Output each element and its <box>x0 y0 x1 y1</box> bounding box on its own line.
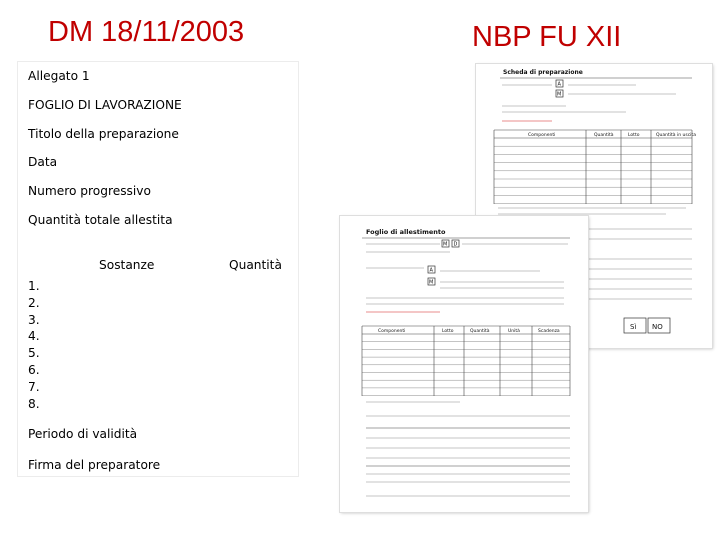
list-item: 3. <box>28 312 40 327</box>
col-sostanze: Sostanze <box>99 258 155 272</box>
foglio-lavorazione-form <box>18 62 298 476</box>
col-quantita: Quantità <box>229 258 282 272</box>
title-right: NBP FU XII <box>472 21 622 53</box>
list-item: 2. <box>28 295 40 310</box>
list-item: 5. <box>28 346 40 361</box>
sheet-back-no: NO <box>652 323 663 331</box>
sheet-front-box-m: M <box>443 241 448 248</box>
list-item: 7. <box>28 379 40 394</box>
sheet-front-col-3: Quantità <box>470 329 490 334</box>
quantita-totale-label: Quantità totale allestita <box>28 213 173 227</box>
foglio-label: FOGLIO DI LAVORAZIONE <box>28 98 182 112</box>
sheet-back-box-m: M <box>557 91 562 98</box>
numbered-list <box>28 278 40 412</box>
sheet-front-col-1: Componenti <box>378 329 406 334</box>
numero-label: Numero progressivo <box>28 184 151 198</box>
data-label: Data <box>28 155 58 169</box>
list-item: 6. <box>28 362 40 377</box>
firma-label: Firma del preparatore <box>28 458 161 472</box>
title-left: DM 18/11/2003 <box>48 16 245 48</box>
sheet-front-title: Foglio di allestimento <box>366 228 446 236</box>
sheet-back-col-4: Quantità in uscita <box>656 133 696 138</box>
periodo-label: Periodo di validità <box>28 427 138 441</box>
sheet-front-col-4: Unità <box>508 329 520 334</box>
sheet-back-box-a: A <box>557 81 561 88</box>
sheet-front-box-m2: M <box>429 279 434 286</box>
sheet-back-title: Scheda di preparazione <box>503 69 583 76</box>
sheet-front-col-5: Scadenza <box>538 329 560 334</box>
allegato-label: Allegato 1 <box>28 69 90 83</box>
titolo-label: Titolo della preparazione <box>28 127 179 141</box>
foglio-allestimento-sheet <box>340 216 588 512</box>
list-item: 8. <box>28 396 40 411</box>
sheet-back-yes: Sì <box>630 323 637 331</box>
list-item: 1. <box>28 279 40 293</box>
sheet-back-col-2: Quantità <box>594 133 614 138</box>
sheet-front-box-a: A <box>429 267 433 274</box>
sheet-front-col-2: Lotto <box>442 329 454 334</box>
list-item: 4. <box>28 329 40 344</box>
sheet-back-col-3: Lotto <box>628 133 640 138</box>
sheet-back-col-1: Componenti <box>528 133 556 138</box>
sheet-front-box-d: D <box>453 241 458 248</box>
